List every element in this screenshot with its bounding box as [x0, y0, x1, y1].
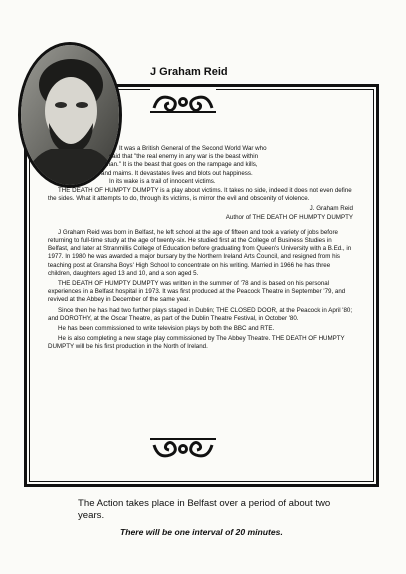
intro-line: In its wake is a trail of innocent victims. [109, 177, 216, 185]
intro-line: and maims. It devastates lives and blots out happiness. [101, 169, 253, 177]
author-statement: THE DEATH OF HUMPTY DUMPTY is a play about victims. It takes no side, indeed it does not even define the sides. What it attempts to do, through its victims, is mirror the evil and obscenity of violence. [48, 187, 352, 203]
signature-role: Author of THE DEATH OF HUMPTY DUMPTY [225, 213, 353, 221]
intro-quote [101, 145, 333, 186]
setting-note: The Action takes place in Belfast over a period of about two years. [78, 498, 331, 521]
programme-notes [48, 187, 353, 354]
intro-line: man." It is the beast that goes on the rampage and kills, [105, 161, 258, 169]
bio-paragraph: He has been commissioned to write television plays by both the BBC and RTE. [58, 325, 275, 333]
intro-line: said that "the real enemy in any war is the beast within [109, 153, 259, 161]
author-name-heading: J Graham Reid [150, 66, 228, 78]
signature-name: J. Graham Reid [309, 205, 353, 213]
bio-paragraph: J Graham Reid was born in Belfast, he left school at the age of fifteen and took a variety of jobs before returning to full-time study at the age of twenty-six. He studied first at the College of Business Studies in Belfast, and later at Stranmillis College of Education before graduating from Queen's University with a B.Ed., in 1977. In 1980 he was awarded a major bursary by the Northern Ireland Arts Council, and resigned from his teaching post at Gransha Boys' High School to concentrate on his writing. Married in 1966 he has three children, daughters aged 13 and 10, and a son aged 5. [48, 228, 352, 277]
interval-note: There will be one interval of 20 minutes. [120, 527, 283, 537]
intro-line: It was a British General of the Second World War who [119, 145, 267, 152]
bio-paragraph: THE DEATH OF HUMPTY DUMPTY was written in the summer of '78 and is based on his personal experiences in a Belfast hospital in 1973. It was first produced at the Peacock Theatre in September '79, and revived at the Abbey in December of the same year. [48, 280, 346, 304]
bio-paragraph: Since then he has had two further plays staged in Dublin; THE CLOSED DOOR, at the Peacock in April '80; and DOROTHY, at the Oscar Theatre, as part of the Dublin Theatre Festival, in October '80. [48, 306, 353, 322]
scroll-ornament-top-icon [150, 88, 216, 114]
bio-paragraph: He is also completing a new stage play commissioned by The Abbey Theatre. THE DEATH OF HUMPTY DUMPTY will be his first production in the North of Ireland. [48, 335, 345, 351]
scroll-ornament-bottom-icon [150, 437, 216, 463]
